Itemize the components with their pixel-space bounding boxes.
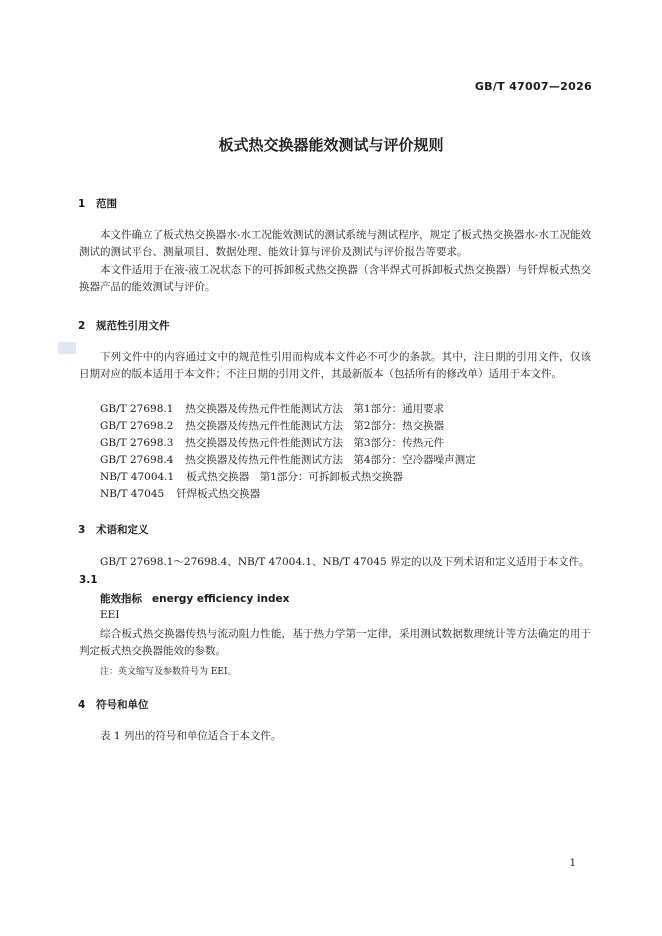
term-definition: 综合板式热交换器传热与流动阻力性能，基于热力学第一定律，采用测试数据数理统计等方法确定的用于判定板式热交换器能效的参数。 xyxy=(79,628,591,657)
reference-title: 热交换器及传热元件性能测试方法 第4部分：空冷器噪声测定 xyxy=(185,454,476,466)
term-number: 3.1 xyxy=(79,574,98,586)
scope-paragraph-2: 本文件适用于在液-液工况状态下的可拆卸板式热交换器（含半焊式可拆卸板式热交换器）与钎焊板式热交换器产品的能效测试与评价。 xyxy=(79,264,591,293)
section-title: 术语和定义 xyxy=(96,524,149,536)
section-number: 2 xyxy=(78,320,86,332)
term-heading xyxy=(100,591,289,606)
section-title: 范围 xyxy=(96,198,117,210)
term-abbreviation: EEI xyxy=(100,609,120,621)
terms-intro: GB/T 27698.1～27698.4、NB/T 47004.1、NB/T 47045 界定的以及下列术语和定义适用于本文件。 xyxy=(100,556,590,568)
term-zh: 能效指标 xyxy=(100,593,142,605)
reference-code: GB/T 27698.2 xyxy=(100,420,174,432)
reference-title: 钎焊板式热交换器 xyxy=(176,488,261,500)
standard-number: GB/T 47007—2026 xyxy=(474,80,592,93)
reference-item xyxy=(100,486,260,501)
reference-title: 热交换器及传热元件性能测试方法 第1部分：通用要求 xyxy=(185,403,445,415)
reference-code: NB/T 47004.1 xyxy=(100,471,175,483)
reference-item xyxy=(100,469,403,484)
section-number: 1 xyxy=(78,198,86,210)
page-number: 1 xyxy=(569,858,576,869)
reference-item xyxy=(100,452,476,467)
section-2-heading xyxy=(78,318,170,333)
section-3-heading xyxy=(78,522,149,537)
reference-title: 热交换器及传热元件性能测试方法 第3部分：传热元件 xyxy=(185,437,445,449)
reference-code: NB/T 47045 xyxy=(100,488,165,500)
symbols-paragraph: 表 1 列出的符号和单位适合于本文件。 xyxy=(100,730,282,742)
section-number: 4 xyxy=(78,699,86,711)
reference-code: GB/T 27698.3 xyxy=(100,437,174,449)
scope-paragraph-1: 本文件确立了板式热交换器水-水工况能效测试的测试系统与测试程序，规定了板式热交换器水-水工况能效测试的测试平台、测量项目、数据处理、能效计算与评价及测试与评价报告等要求。 xyxy=(79,229,591,258)
term-note: 注：英文缩写及参数符号为 EEI。 xyxy=(100,667,237,677)
margin-stamp xyxy=(58,342,76,354)
reference-item xyxy=(100,401,444,416)
section-1-heading xyxy=(78,196,117,211)
reference-item xyxy=(100,418,444,433)
reference-title: 板式热交换器 第1部分：可拆卸板式热交换器 xyxy=(186,471,403,483)
section-number: 3 xyxy=(78,524,86,536)
reference-code: GB/T 27698.4 xyxy=(100,454,174,466)
reference-title: 热交换器及传热元件性能测试方法 第2部分：热交换器 xyxy=(185,420,445,432)
reference-item xyxy=(100,435,444,450)
reference-code: GB/T 27698.1 xyxy=(100,403,174,415)
document-title: 板式热交换器能效测试与评价规则 xyxy=(218,136,444,154)
section-4-heading xyxy=(78,697,149,712)
references-intro: 下列文件中的内容通过文中的规范性引用而构成本文件必不可少的条款。其中，注日期的引用文件，仅该日期对应的版本适用于本文件；不注日期的引用文件，其最新版本（包括所有的修改单）适用于本文件。 xyxy=(79,351,591,380)
section-title: 符号和单位 xyxy=(96,699,149,711)
term-en: energy efficiency index xyxy=(152,593,290,605)
section-title: 规范性引用文件 xyxy=(96,320,170,332)
